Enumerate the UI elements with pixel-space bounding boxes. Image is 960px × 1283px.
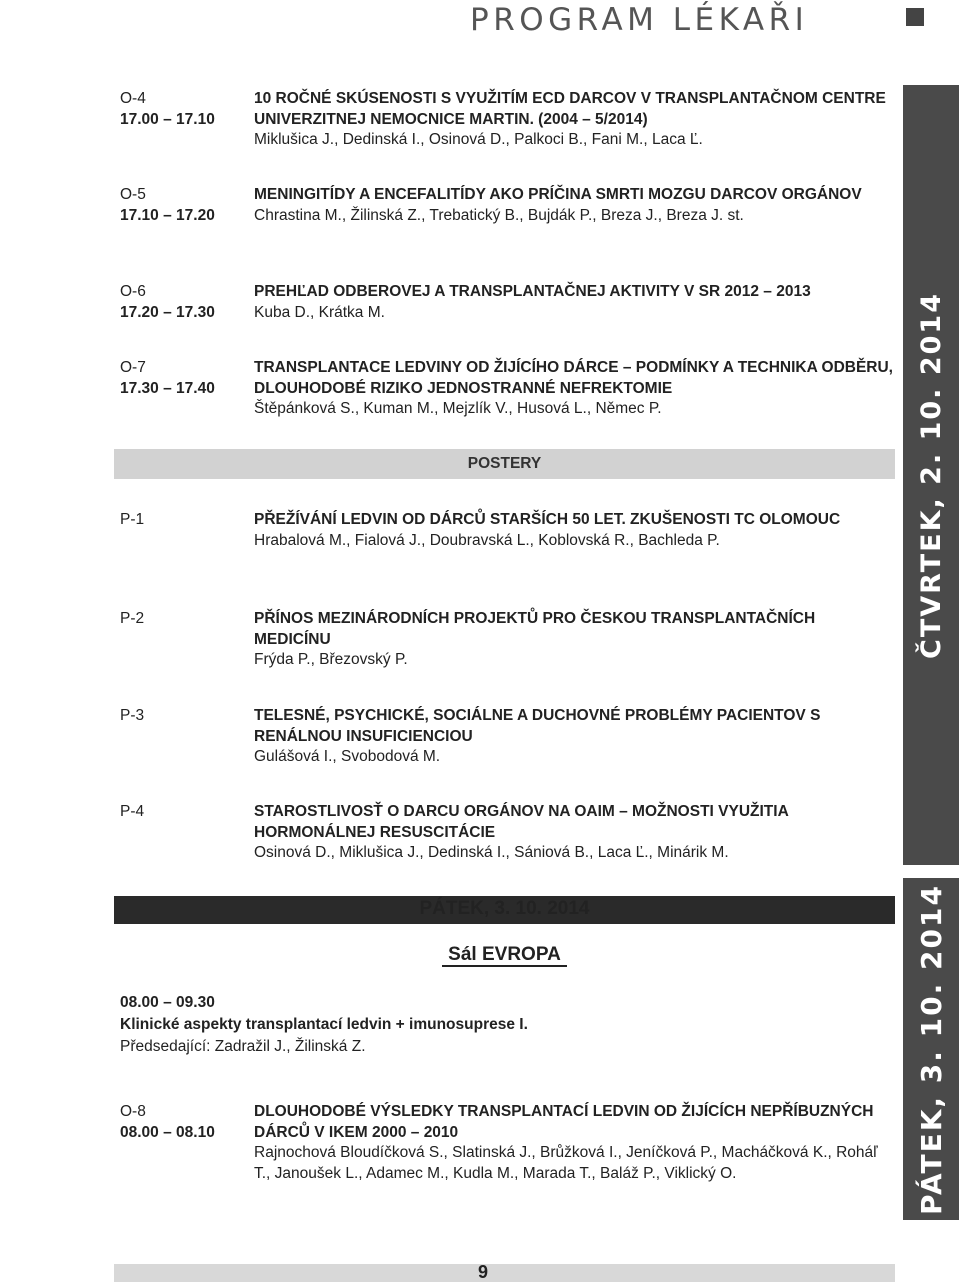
session-chairs: Předsedající: Zadražil J., Žilinská Z. <box>120 1038 366 1055</box>
entry-code-block <box>120 358 250 399</box>
entry-time: 17.30 – 17.40 <box>120 379 215 397</box>
entry-content <box>254 185 894 226</box>
header-square-decoration <box>906 8 924 26</box>
posters-section-bar <box>114 449 895 479</box>
day-heading <box>114 898 895 920</box>
poster-content <box>254 802 894 864</box>
entry-code: O-4 <box>120 90 146 107</box>
page-header-title: PROGRAM LÉKAŘI <box>470 2 809 38</box>
entry-code-block <box>120 185 250 226</box>
entry-code: O-6 <box>120 283 146 300</box>
poster-content <box>254 609 894 671</box>
session-title: Klinické aspekty transplantací ledvin + imunosuprese I. <box>120 1016 528 1033</box>
entry-title: MENINGITÍDY A ENCEFALITÍDY AKO PRÍČINA SMRTI MOZGU DARCOV ORGÁNOV <box>254 186 862 203</box>
poster-title: PŘÍNOS MEZINÁRODNÍCH PROJEKTŮ PRO ČESKOU TRANSPLANTAČNÍCH MEDICÍNU <box>254 610 816 648</box>
entry-content <box>254 282 894 323</box>
poster-code: P-4 <box>120 803 145 820</box>
entry-content <box>254 1102 894 1184</box>
entry-code: O-7 <box>120 359 146 376</box>
entry-authors: Chrastina M., Žilinská Z., Trebatický B., Bujdák P., Breza J., Breza J. st. <box>254 206 744 224</box>
side-label-friday: PÁTEK, 3. 10. 2014 <box>914 883 948 1215</box>
poster-content <box>254 510 894 551</box>
entry-time: 17.20 – 17.30 <box>120 303 215 321</box>
poster-content <box>254 706 894 768</box>
poster-code: P-3 <box>120 707 145 724</box>
side-band-thursday <box>903 85 959 865</box>
entry-authors: Štěpánková S., Kuman M., Mejzlík V., Husová L., Němec P. <box>254 400 662 417</box>
session-block <box>120 992 880 1058</box>
entry-time: 17.10 – 17.20 <box>120 206 215 224</box>
day-heading-text: PÁTEK, 3. 10. 2014 <box>419 898 590 919</box>
side-label-thursday: ČTVRTEK, 2. 10. 2014 <box>915 291 947 659</box>
poster-title: PŘEŽÍVÁNÍ LEDVIN OD DÁRCŮ STARŠÍCH 50 LET. ZKUŠENOSTI TC OLOMOUC <box>254 511 841 528</box>
side-band-friday <box>903 878 959 1220</box>
poster-authors: Gulášová I., Svobodová M. <box>254 748 441 765</box>
poster-authors: Hrabalová M., Fialová J., Doubravská L., Koblovská R., Bachleda P. <box>254 531 720 549</box>
poster-code: P-2 <box>120 610 145 627</box>
entry-title: 10 ROČNÉ SKÚSENOSTI S VYUŽITÍM ECD DARCOV V TRANSPLANTAČNOM CENTRE UNIVERZITNEJ NEMOCNICE MARTIN. (2004 – 5/2014) <box>254 90 886 128</box>
entry-content <box>254 358 894 420</box>
poster-title: STAROSTLIVOSŤ O DARCU ORGÁNOV NA OAIM – MOŽNOSTI VYUŽITIA HORMONÁLNEJ RESUSCITÁCIE <box>254 803 789 841</box>
footer-bar <box>114 1264 895 1282</box>
entry-authors: Rajnochová Bloudíčková S., Slatinská J., Brůžková I., Jeníčková P., Macháčková K., Roháľ T., Janoušek L., Adamec M., Kudla M., Marada T., Baláž P., Viklický O. <box>254 1144 878 1182</box>
hall-heading <box>114 944 895 966</box>
entry-title: PREHĽAD ODBEROVEJ A TRANSPLANTAČNEJ AKTIVITY V SR 2012 – 2013 <box>254 283 811 300</box>
entry-time: 17.00 – 17.10 <box>120 110 215 128</box>
entry-authors: Kuba D., Krátka M. <box>254 303 385 321</box>
poster-title: TELESNÉ, PSYCHICKÉ, SOCIÁLNE A DUCHOVNÉ PROBLÉMY PACIENTOV S RENÁLNOU INSUFICIENCIOU <box>254 707 821 745</box>
entry-code: O-8 <box>120 1103 146 1120</box>
entry-code-block <box>120 282 250 323</box>
poster-authors: Osinová D., Miklušica J., Dedinská I., Sániová B., Laca Ľ., Minárik M. <box>254 844 729 861</box>
entry-code-block <box>120 1102 250 1143</box>
page-number: 9 <box>478 1262 489 1282</box>
posters-section-label: POSTERY <box>467 455 542 472</box>
entry-time: 08.00 – 08.10 <box>120 1123 215 1141</box>
entry-title: TRANSPLANTACE LEDVINY OD ŽIJÍCÍHO DÁRCE – PODMÍNKY A TECHNIKA ODBĚRU, DLOUHODOBÉ RIZIKO JEDNOSTRANNÉ NEFREKTOMIE <box>254 359 893 397</box>
entry-authors: Miklušica J., Dedinská I., Osinová D., Palkoci B., Fani M., Laca Ľ. <box>254 131 703 148</box>
entry-code: O-5 <box>120 186 146 203</box>
hall-heading-text: Sál EVROPA <box>442 944 567 967</box>
entry-title: DLOUHODOBÉ VÝSLEDKY TRANSPLANTACÍ LEDVIN OD ŽIJÍCÍCH NEPŘÍBUZNÝCH DÁRCŮ V IKEM 2000 – 2010 <box>254 1103 874 1141</box>
session-time: 08.00 – 09.30 <box>120 994 215 1011</box>
entry-content <box>254 89 894 151</box>
poster-code: P-1 <box>120 511 145 528</box>
entry-code-block <box>120 89 250 130</box>
poster-authors: Frýda P., Březovský P. <box>254 651 408 668</box>
